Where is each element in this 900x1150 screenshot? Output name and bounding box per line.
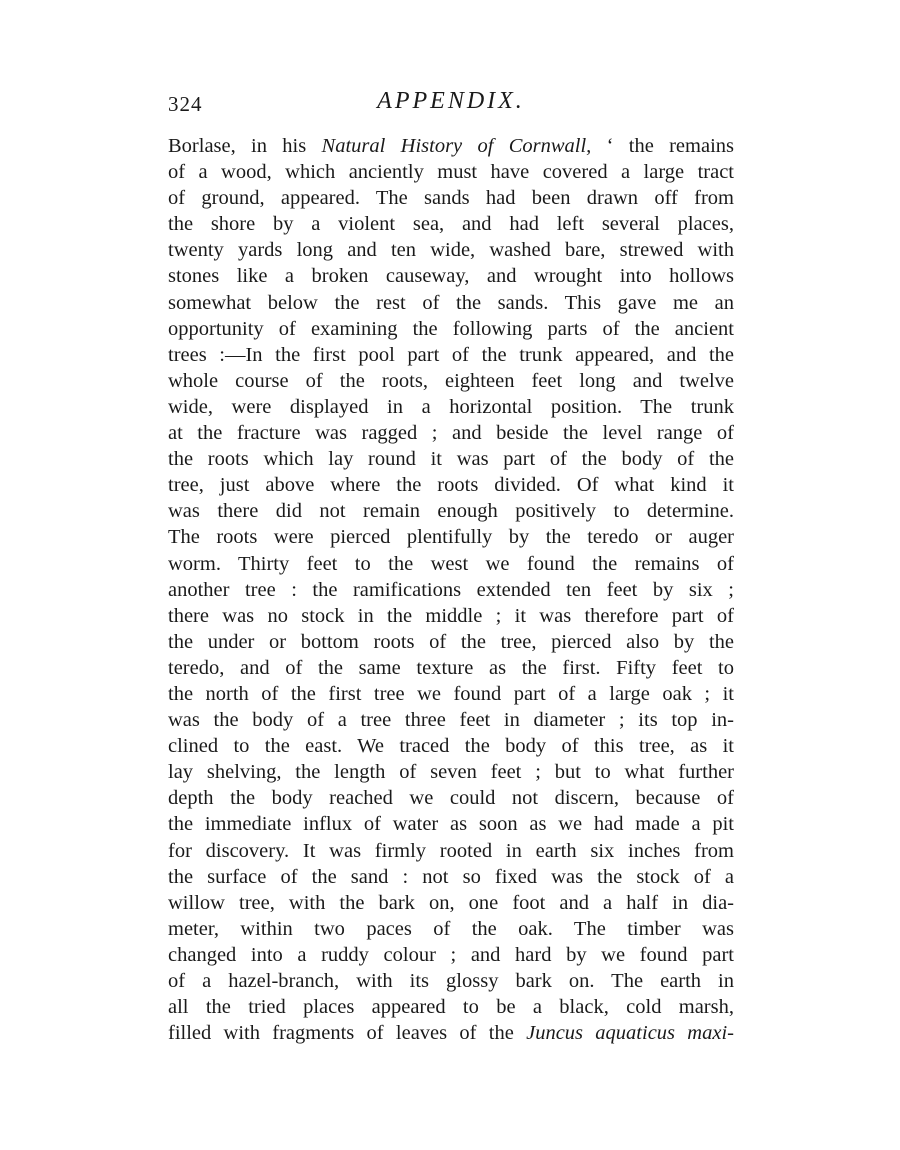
text-line <box>168 811 734 837</box>
text-line <box>168 237 734 263</box>
text-line <box>168 263 734 289</box>
text-line <box>168 942 734 968</box>
text-line <box>168 524 734 550</box>
text-segment: Borlase, in his <box>168 135 322 157</box>
text-segment: whole course of the roots, eighteen feet long and twelve <box>168 369 734 392</box>
text-segment: trees :—In the first pool part of the trunk appeared, and the <box>168 343 734 366</box>
text-segment: another tree : the ramifications extended ten feet by six ; <box>168 578 734 601</box>
text-segment: the immediate influx of water as soon as we had made a pit <box>168 813 734 836</box>
text-segment: filled with fragments of leaves of the <box>168 1022 527 1045</box>
text-line <box>168 446 734 472</box>
text-segment: twenty yards long and ten wide, washed bare, strewed with <box>168 239 734 262</box>
page-number: 324 <box>168 92 203 116</box>
text-line <box>168 681 734 707</box>
text-line <box>168 577 734 603</box>
text-line <box>168 916 734 942</box>
text-segment: lay shelving, the length of seven feet ; but to what further <box>168 761 734 784</box>
text-line <box>168 759 734 785</box>
text-segment: the roots which lay round it was part of the body of the <box>168 448 734 471</box>
text-segment: was there did not remain enough positively to determine. <box>168 500 734 523</box>
text-line <box>168 342 734 368</box>
text-segment: all the tried places appeared to be a black, cold marsh, <box>168 996 734 1019</box>
text-segment: stones like a broken causeway, and wrought into hollows <box>168 265 734 288</box>
text-segment: the north of the first tree we found part of a large oak ; it <box>168 682 734 705</box>
text-line <box>168 994 734 1020</box>
text-line <box>168 629 734 655</box>
text-segment: was the body of a tree three feet in diameter ; its top in- <box>168 709 734 732</box>
text-segment: of a wood, which anciently must have covered a large tract <box>168 161 734 184</box>
running-head: APPENDIX. <box>377 88 525 114</box>
text-line <box>168 211 734 237</box>
text-line <box>168 968 734 994</box>
text-segment: opportunity of examining the following parts of the ancient <box>168 317 734 340</box>
text-line <box>168 890 734 916</box>
text-line <box>168 316 734 342</box>
text-line <box>168 864 734 890</box>
text-line <box>168 655 734 681</box>
text-line <box>168 733 734 759</box>
text-segment: the surface of the sand : not so fixed was the stock of a <box>168 865 734 888</box>
text-line <box>168 603 734 629</box>
text-segment: of ground, appeared. The sands had been drawn off from <box>168 187 734 210</box>
text-line <box>168 785 734 811</box>
text-segment: the shore by a violent sea, and had left several places, <box>168 213 734 236</box>
text-segment: willow tree, with the bark on, one foot and a half in dia- <box>168 891 734 914</box>
text-segment: tree, just above where the roots divided. Of what kind it <box>168 474 734 497</box>
body-text <box>168 133 734 1046</box>
text-segment: meter, within two paces of the oak. The timber was <box>168 917 734 940</box>
text-line <box>168 707 734 733</box>
text-segment: somewhat below the rest of the sands. This gave me an <box>168 291 734 314</box>
text-line <box>168 498 734 524</box>
text-line <box>168 290 734 316</box>
italic-text: Natural History of Cornwall, <box>321 135 592 157</box>
text-segment: worm. Thirty feet to the west we found the remains of <box>168 552 734 575</box>
text-line <box>168 368 734 394</box>
text-segment: changed into a ruddy colour ; and hard by we found part <box>168 943 734 966</box>
text-segment: there was no stock in the middle ; it was therefore part of <box>168 604 734 627</box>
text-segment: depth the body reached we could not discern, because of <box>168 787 734 810</box>
text-segment: wide, were displayed in a horizontal position. The trunk <box>168 395 734 418</box>
text-line <box>168 1020 734 1046</box>
text-line <box>168 133 734 159</box>
text-segment: the under or bottom roots of the tree, pierced also by the <box>168 630 734 653</box>
text-line <box>168 551 734 577</box>
text-segment: clined to the east. We traced the body of this tree, as it <box>168 735 734 758</box>
text-line <box>168 838 734 864</box>
text-segment: ‘ the remains <box>591 135 734 157</box>
page-header <box>168 88 734 120</box>
text-segment: teredo, and of the same texture as the first. Fifty feet to <box>168 656 734 679</box>
text-line <box>168 185 734 211</box>
text-segment: for discovery. It was firmly rooted in earth six inches from <box>168 839 734 862</box>
text-segment: at the fracture was ragged ; and beside the level range of <box>168 422 734 445</box>
text-line <box>168 159 734 185</box>
text-segment: of a hazel-branch, with its glossy bark on. The earth in <box>168 970 734 992</box>
text-line <box>168 472 734 498</box>
text-line <box>168 394 734 420</box>
text-segment: The roots were pierced plentifully by the teredo or auger <box>168 526 734 549</box>
text-line <box>168 420 734 446</box>
italic-text: Juncus aquaticus maxi- <box>526 1022 734 1045</box>
